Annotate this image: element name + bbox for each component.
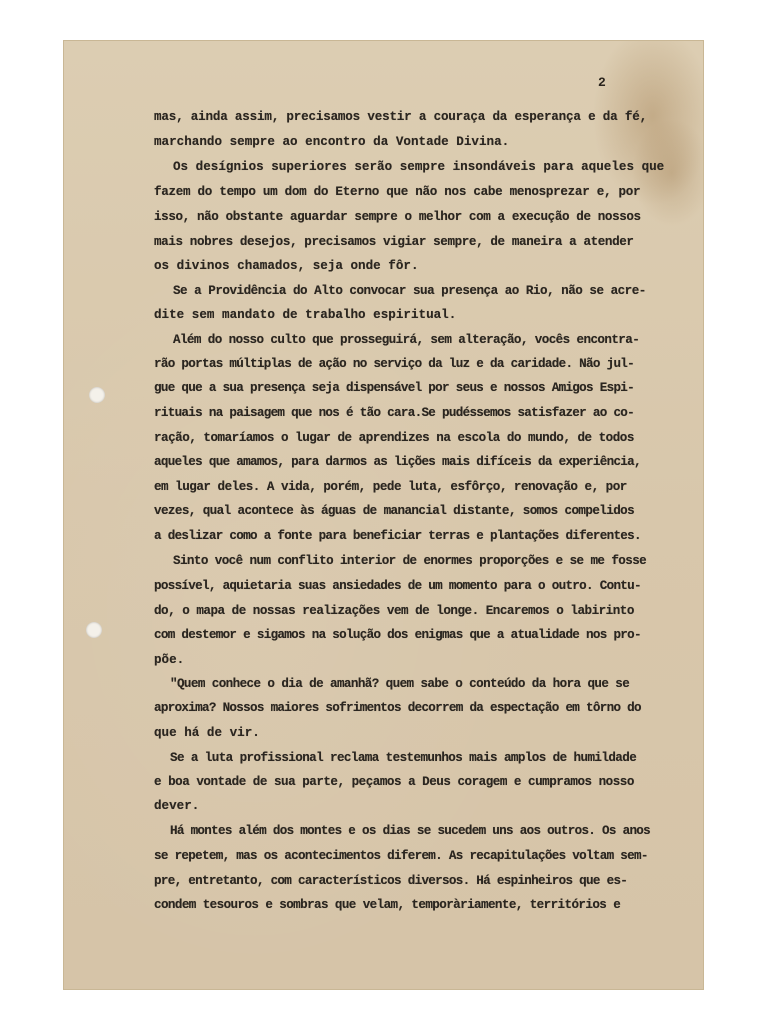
punch-hole-lower [86,622,102,638]
text-line: dever. [154,799,200,813]
text-line: rão portas múltiplas de ação no serviço da luz e da caridade. Não jul- [154,357,635,371]
punch-hole-upper [89,387,105,403]
text-line: condem tesouros e sombras que velam, temporàriamente, territórios e [154,898,621,912]
text-line: vezes, qual acontece às águas de manancial distante, somos compelidos [154,504,635,518]
text-line: mas, ainda assim, precisamos vestir a couraça da esperança e da fé, [154,110,647,124]
text-line: Há montes além dos montes e os dias se sucedem uns aos outros. Os anos [170,824,651,838]
text-line: Sinto você num conflito interior de enormes proporções e se me fosse [173,554,647,568]
text-line: aqueles que amamos, para darmos as lições mais difíceis da experiência, [154,455,641,469]
text-line: rituais na paisagem que nos é tão cara.Se pudéssemos satisfazer ao co- [154,406,635,420]
text-line: Se a Providência do Alto convocar sua presença ao Rio, não se acre- [173,284,646,298]
text-line: possível, aquietaria suas ansiedades de um momento para o outro. Contu- [154,579,641,593]
text-line: ração, tomaríamos o lugar de aprendizes na escola do mundo, de todos [154,431,634,445]
text-line: com destemor e sigamos na solução dos enigmas que a atualidade nos pro- [154,628,641,642]
text-line: marchando sempre ao encontro da Vontade Divina. [154,135,510,149]
text-line: fazem do tempo um dom do Eterno que não nos cabe menosprezar e, por [154,185,641,199]
text-line: os divinos chamados, seja onde fôr. [154,259,419,273]
text-line: que há de vir. [154,726,260,740]
text-line: a deslizar como a fonte para beneficiar terras e plantações diferentes. [154,529,641,543]
text-line: "Quem conhece o dia de amanhã? quem sabe o conteúdo da hora que se [170,677,630,691]
text-line: Além do nosso culto que prosseguirá, sem alteração, vocês encontra- [173,333,640,347]
text-line: Os desígnios superiores serão sempre insondáveis para aqueles que [173,160,665,174]
text-line: aproxima? Nossos maiores sofrimentos decorrem da espectação em tôrno do [154,701,641,715]
text-line: do, o mapa de nossas realizações vem de longe. Encaremos o labirinto [154,604,634,618]
typewritten-page [63,40,704,990]
text-line: se repetem, mas os acontecimentos diferem. As recapitulações voltam sem- [154,849,648,863]
page-number: 2 [598,75,606,90]
text-line: põe. [154,653,185,667]
text-line: e boa vontade de sua parte, peçamos a Deus coragem e cumpramos nosso [154,775,634,789]
text-line: Se a luta profissional reclama testemunhos mais amplos de humildade [170,751,637,765]
text-line: pre, entretanto, com característicos diversos. Há espinheiros que es- [154,874,628,888]
text-line: isso, não obstante aguardar sempre o melhor com a execução de nossos [154,210,641,224]
text-line: em lugar deles. A vida, porém, pede luta, esfôrço, renovação e, por [154,480,627,494]
text-line: dite sem mandato de trabalho espiritual. [154,308,457,322]
text-line: gue que a sua presença seja dispensável por seus e nossos Amigos Espi- [154,381,635,395]
text-line: mais nobres desejos, precisamos vigiar sempre, de maneira a atender [154,235,634,249]
